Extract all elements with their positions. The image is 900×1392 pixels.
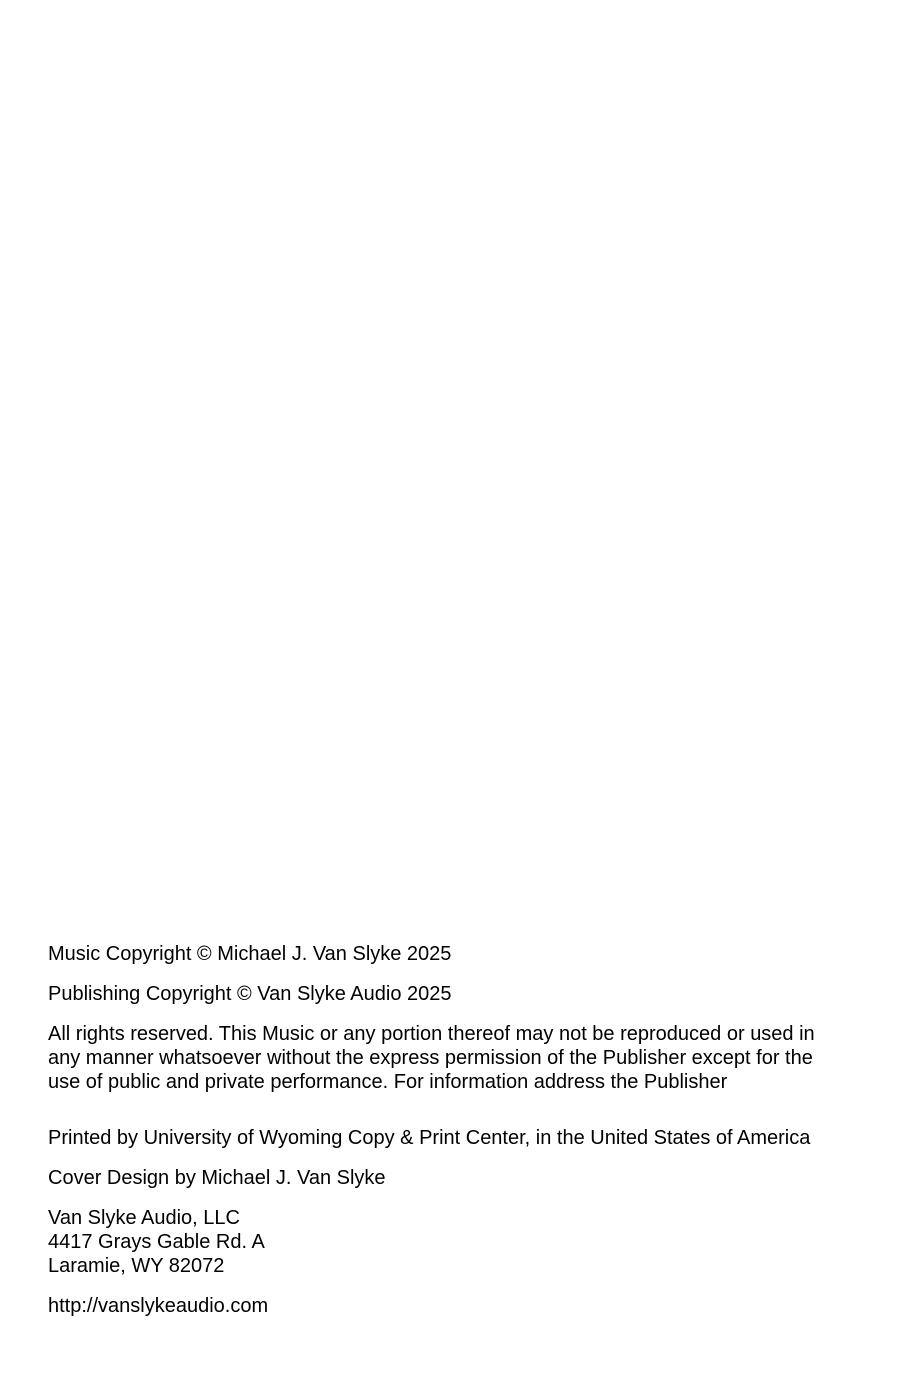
rights-statement	[48, 1022, 858, 1094]
address-line: 4417 Grays Gable Rd. A	[48, 1231, 265, 1253]
cover-design-credit: Cover Design by Michael J. Van Slyke	[48, 1167, 386, 1189]
rights-line: use of public and private performance. For information address the Publisher	[48, 1071, 728, 1093]
colophon	[48, 942, 858, 1318]
rights-line: All rights reserved. This Music or any portion thereof may not be reproduced or used in	[48, 1023, 815, 1045]
rights-line: any manner whatsoever without the express permission of the Publisher except for the	[48, 1047, 813, 1069]
address-line: Van Slyke Audio, LLC	[48, 1207, 240, 1229]
address-line: Laramie, WY 82072	[48, 1255, 225, 1277]
printer-credit: Printed by University of Wyoming Copy & Print Center, in the United States of America	[48, 1127, 811, 1149]
publishing-copyright: Publishing Copyright © Van Slyke Audio 2025	[48, 983, 452, 1005]
publisher-address	[48, 1206, 858, 1278]
publisher-website-link[interactable]: http://vanslykeaudio.com	[48, 1295, 269, 1317]
music-copyright: Music Copyright © Michael J. Van Slyke 2025	[48, 943, 452, 965]
